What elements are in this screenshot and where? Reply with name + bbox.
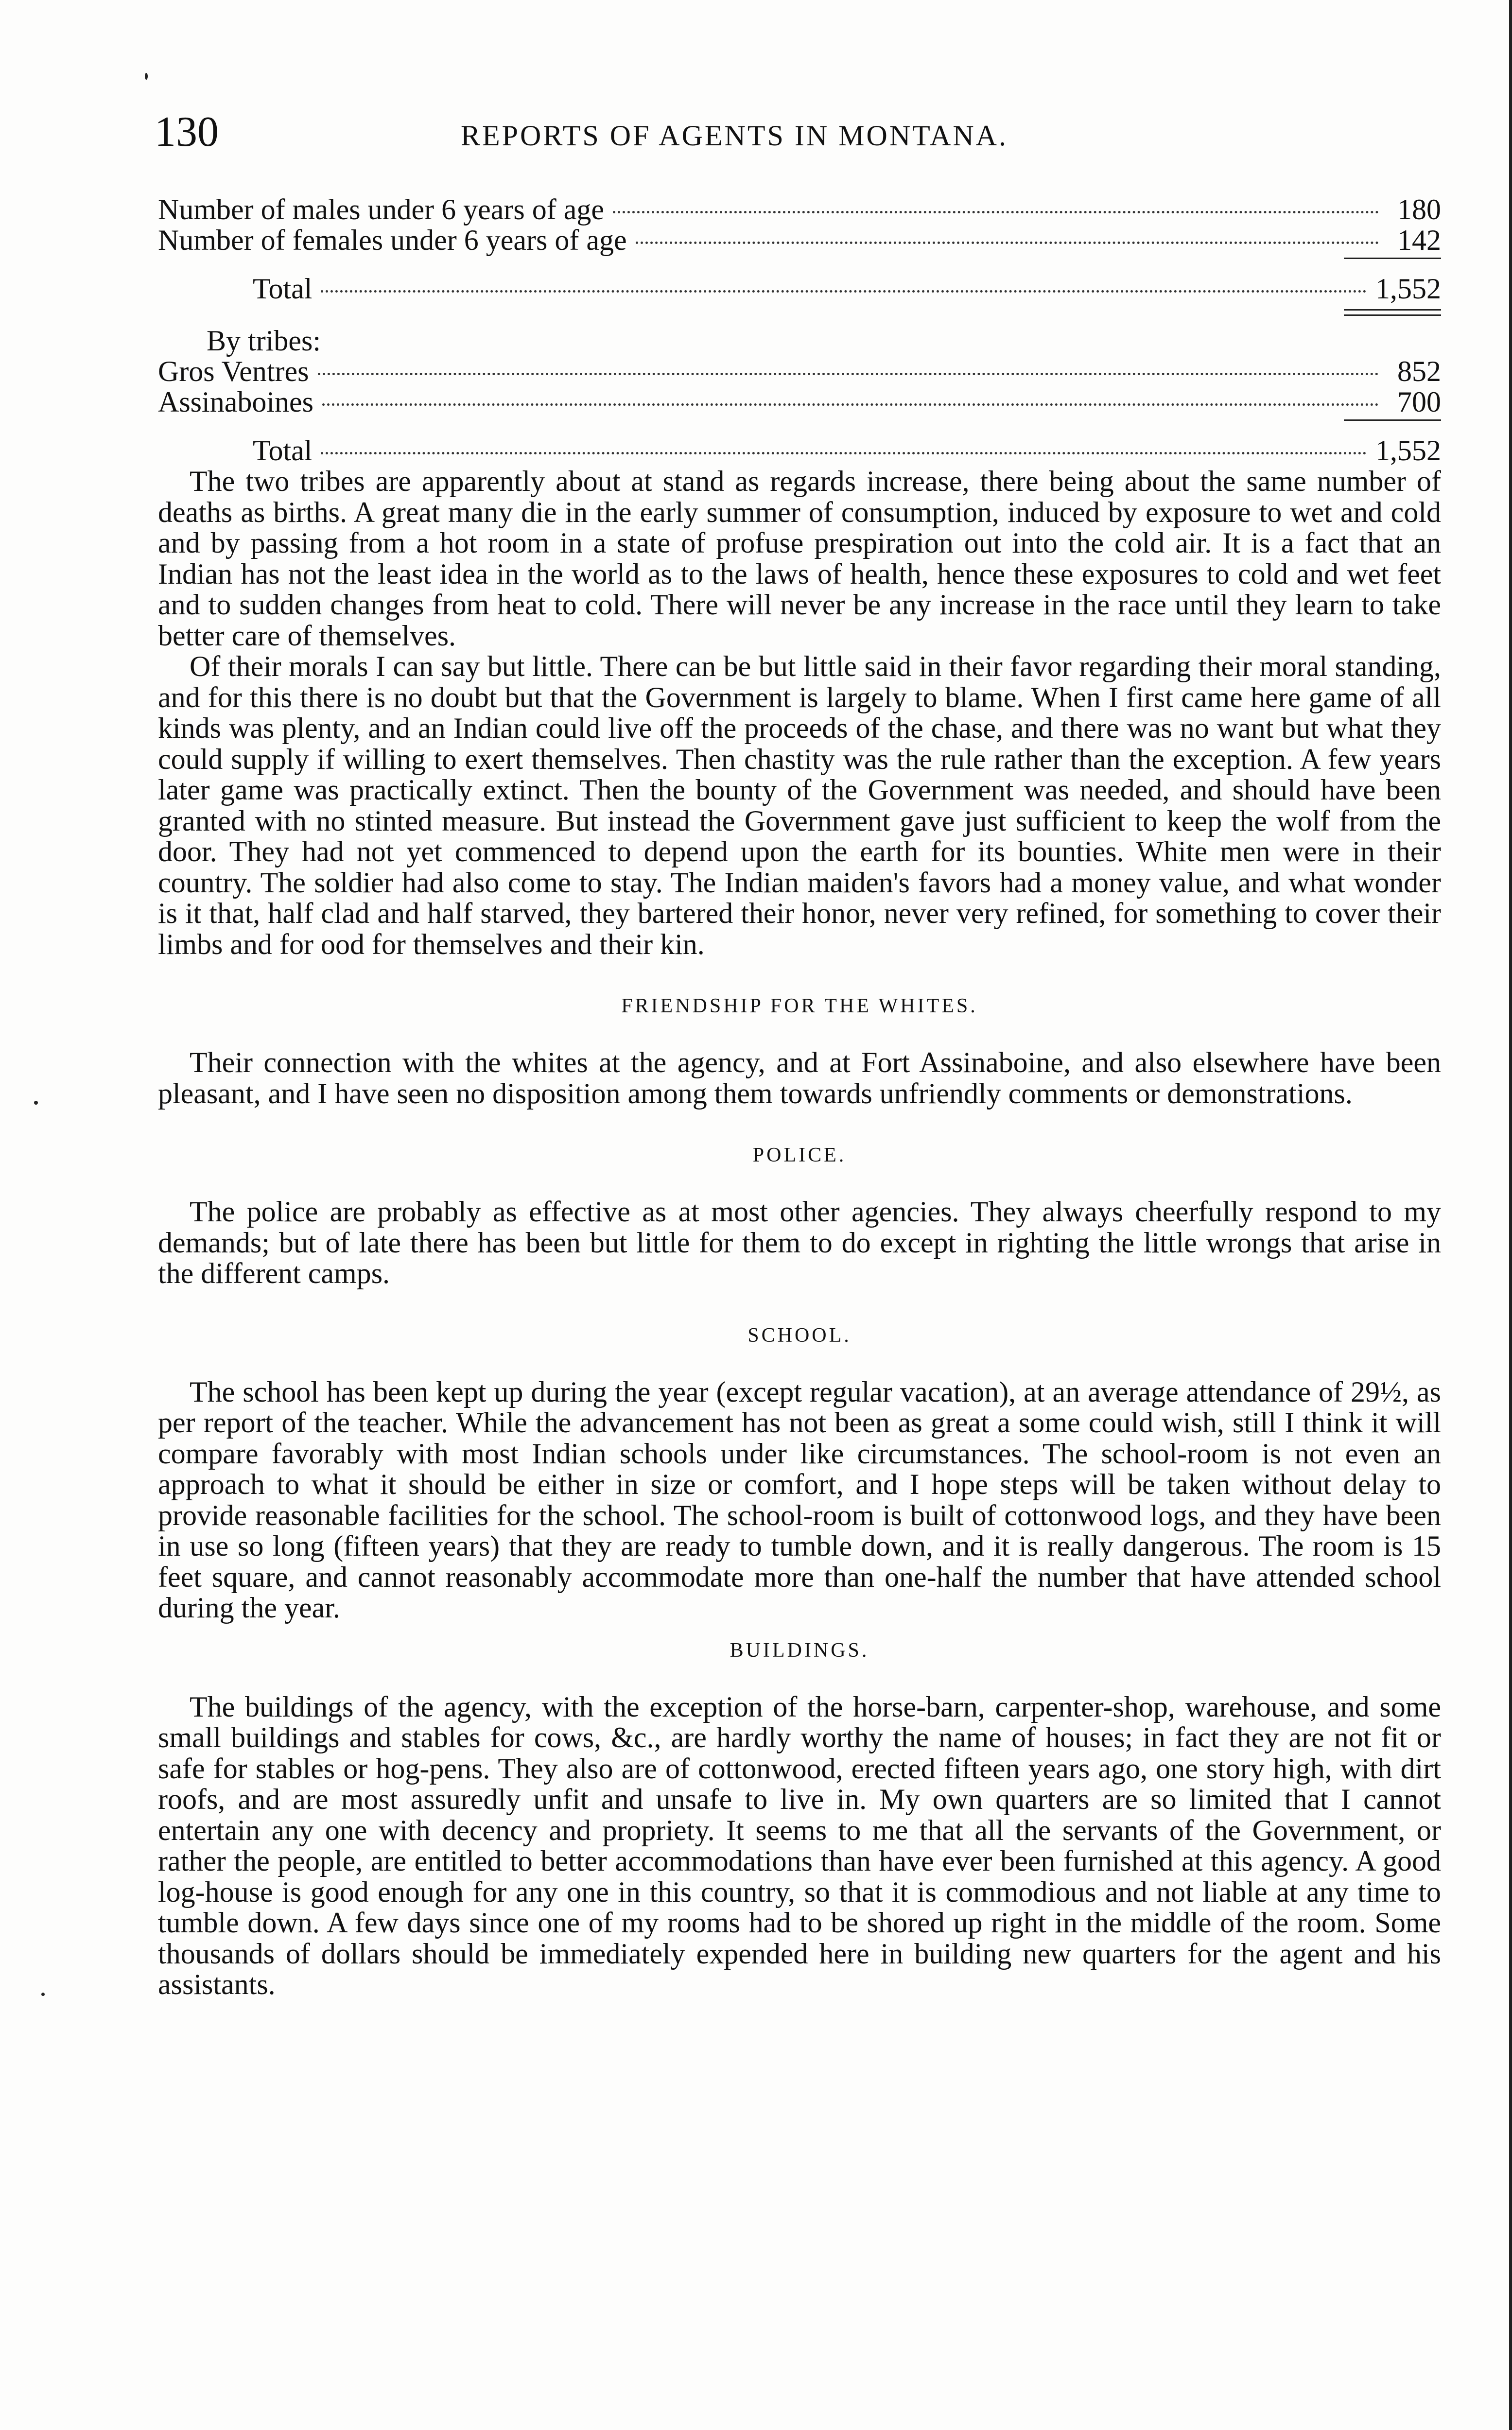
dot-leader [613,211,1379,213]
table-row [158,225,1441,256]
row-label: Number of females under 6 years of age [158,224,627,256]
section-heading-school: SCHOOL. [747,1324,852,1347]
section-heading-police: POLICE. [752,1144,847,1166]
running-title: REPORTS OF AGENTS IN MONTANA. [461,120,1008,152]
page-body [158,194,1441,2000]
table-row [158,194,1441,225]
ink-speck [34,1101,38,1105]
paragraph-morals: Of their morals I can say but little. There can be but little said in their favor regarding their moral standing, and for this there is no doubt but that the Government is largely to blame. When I first came here game of all kinds was plenty, and an Indian could live off the proceeds of the chase, and there was no want but what they could supply if willing to exert themselves. Then chastity was the rule rather than the exception. A few years later game was practically extinct. Then the bounty of the Government was needed, and should have been granted with no stinted measure. But instead the Government gave just sufficient to keep the wolf from the door. They had not yet commenced to depend upon the earth for its bounties. White men were in their country. The soldier had also come to stay. The Indian maiden's favors had a money value, and what wonder is it that, half clad and half starved, they bartered their honor, never very refined, for something to cover their limbs and for ood for themselves and their kin. [158,650,1441,960]
total-value: 1,552 [1375,273,1441,305]
page-number: 130 [155,108,219,156]
row-value: 180 [1397,193,1441,226]
dot-leader [321,290,1367,293]
row-value: 852 [1397,355,1441,387]
row-label: Number of males under 6 years of age [158,193,604,226]
sum-rule [1344,419,1441,421]
dot-leader [322,403,1379,406]
dot-leader [318,373,1379,375]
dot-leader [636,242,1379,244]
ink-speck [145,73,148,80]
paragraph-buildings: The buildings of the agency, with the exception of the horse-barn, carpenter-shop, warehouse, and some small buildings and stables for cows, &c., are hardly worthy the name of houses; in fact they are not fit or safe for stables or hog-pens. They also are of cottonwood, erected fifteen years ago, one story high, with dirt roofs, and are most assuredly unfit and unsafe to live in. My own quarters are so limited that I cannot entertain any one with decency and propriety. It seems to me that all the servants of the Government, or rather the people, are entitled to better accommodations than have ever been furnished at this agency. A good log-house is good enough for any one in this country, so that it is commodious and not liable at any time to tumble down. A few days since one of my rooms had to be shored up right in the middle of the room. Some thousands of dollars should be immediately expended here in building new quarters for the agent and his assistants. [158,1690,1441,2000]
paragraph-friendship: Their connection with the whites at the agency, and at Fort Assinaboine, and also elsewhere have been pleasant, and I have seen no disposition among them towards unfriendly comments or demonstrations. [158,1046,1441,1110]
total-row [158,435,1441,466]
paragraph-population: The two tribes are apparently about at stand as regards increase, there being about the same number of deaths as births. A great many die in the early summer of consumption, induced by exposure to wet and cold and by passing from a hot room in a state of profuse prespiration out into the cold air. It is a fact that an Indian has not the least idea in the world as to the laws of health, hence these exposures to cold and wet feet and to sudden changes from heat to cold. There will never be any increase in the race until they learn to take better care of themselves. [158,465,1441,652]
row-label: Assinaboines [158,386,313,418]
by-tribes-heading: By tribes: [207,325,321,357]
row-label: Gros Ventres [158,355,309,387]
ink-speck [41,1993,45,1996]
total-label: Total [253,434,313,467]
row-value: 142 [1397,224,1441,256]
total-label: Total [253,273,313,305]
row-value: 700 [1397,386,1441,418]
page-header [155,108,1442,161]
dot-leader [321,452,1367,454]
section-heading-friendship: FRIENDSHIP FOR THE WHITES. [621,995,978,1017]
table-row [158,356,1441,387]
total-row [158,274,1441,304]
paragraph-police: The police are probably as effective as at most other agencies. They always cheerfully respond to my demands; but of late there has been but little for them to do except in righting the little wrongs that arise in the different camps. [158,1196,1441,1289]
section-heading-buildings: BUILDINGS. [730,1639,869,1662]
paragraph-school: The school has been kept up during the year (except regular vacation), at an average attendance of 29½, as per report of the teacher. While the advancement has not been as great a some could wish, still I think it will compare favorably with most Indian schools under like circumstances. The school-room is not even an approach to what it should be either in size or comfort, and I hope steps will be taken without delay to provide reasonable facilities for the school. The school-room is built of cottonwood logs, and they have been in use so long (fifteen years) that they are ready to tumble down, and it is really dangerous. The room is 15 feet square, and cannot reasonably accommodate more than one-half the number that have attended school during the year. [158,1375,1441,1624]
scan-edge-right [1509,0,1512,2430]
double-rule [1344,309,1441,316]
sum-rule [1344,258,1441,259]
total-value: 1,552 [1375,434,1441,467]
census-table [158,194,1441,466]
table-row [158,387,1441,417]
